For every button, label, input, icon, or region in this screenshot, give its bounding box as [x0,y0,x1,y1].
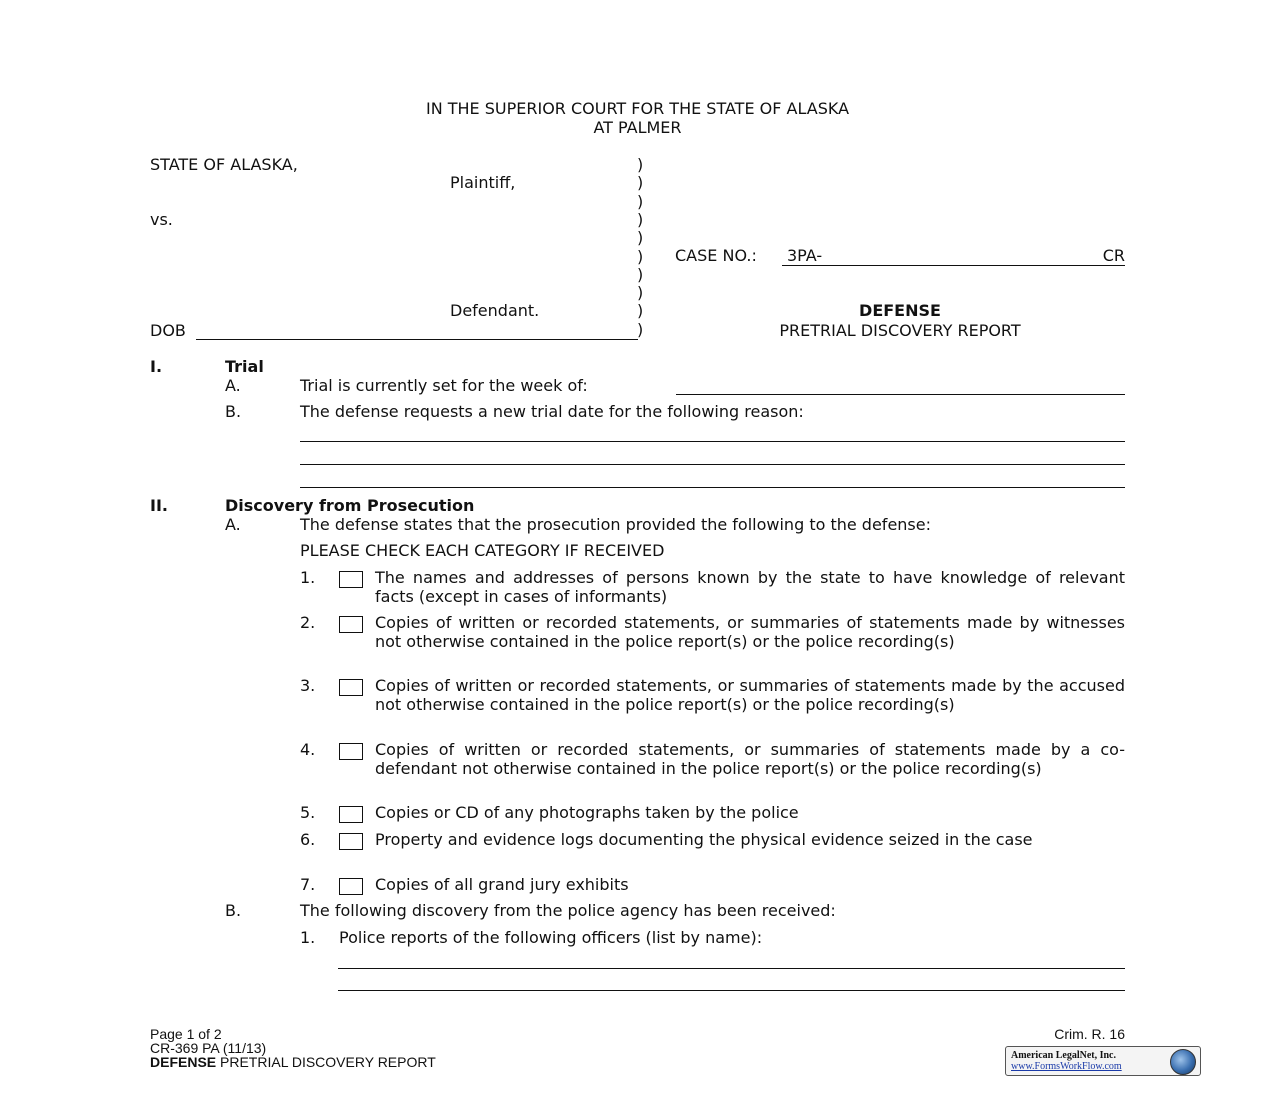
caption-paren: ) [637,191,644,211]
page-indicator: Page 1 of 2 [150,1026,222,1042]
plaintiff-name: STATE OF ALASKA, [150,155,298,174]
section-2-title: Discovery from Prosecution [225,496,475,515]
item-2-text [375,614,1125,651]
section-1b-label: B. [225,402,242,421]
check-instruction: PLEASE CHECK EACH CATEGORY IF RECEIVED [300,541,665,560]
caption-paren: ) [637,155,644,174]
officer-reports-label: Police reports of the following officers (list by name): [339,928,763,947]
section-2-number: II. [150,496,168,515]
item-5-label: Copies or CD of any photographs taken by the police [375,803,799,822]
item-7-checkbox[interactable] [339,878,363,895]
caption-paren: ) [637,264,644,284]
section-2a-text: The defense states that the prosecution provided the following to the defense: [300,515,931,534]
item-7-text [375,876,1125,895]
section-1-title: Trial [225,357,264,376]
court-title: IN THE SUPERIOR COURT FOR THE STATE OF ALASKA [425,99,850,118]
case-number-label: CASE NO.: [675,246,757,265]
item-5-checkbox[interactable] [339,806,363,823]
item-2-checkbox[interactable] [339,616,363,633]
item-3-number: 3. [300,676,316,695]
item-3-checkbox[interactable] [339,679,363,696]
case-number-prefix: 3PA- [787,246,823,265]
caption-paren: ) [637,319,644,339]
item-5-text [375,804,1125,823]
item-6-checkbox[interactable] [339,833,363,850]
item-3-text [375,677,1125,714]
logo-name: American LegalNet, Inc. [1011,1050,1116,1061]
section-1-number: I. [150,357,163,376]
dob-label: DOB [150,321,186,340]
section-2b-text: The following discovery from the police agency has been received: [300,901,836,920]
item-1-label: The names and addresses of persons known by the state to have knowledge of relevant facts (except in cases of informants) [375,568,1125,606]
footer-title-bold: DEFENSE [150,1054,217,1070]
officer-names-line-2[interactable] [338,990,1125,991]
caption-paren: ) [637,209,644,229]
document-title-bold: DEFENSE [859,301,941,320]
caption-paren: ) [637,283,644,303]
case-number-field[interactable] [782,248,1125,266]
item-2-label: Copies of written or recorded statements, or summaries of statements made by witnesses not otherwise contained in the police report(s) or the police recording(s) [375,613,1125,651]
section-2b-label: B. [225,901,242,920]
section-2a-label: A. [225,515,241,534]
footer-title-rest: PRETRIAL DISCOVERY REPORT [220,1054,436,1070]
item-1-text [375,569,1125,606]
section-1a-label: A. [225,376,241,395]
footer-title [150,1055,436,1069]
item-2-number: 2. [300,613,316,632]
caption-paren: ) [637,246,644,266]
section-2b1-number: 1. [300,928,316,947]
new-trial-reason-line-2[interactable] [300,464,1125,465]
item-3-label: Copies of written or recorded statements, or summaries of statements made by the accused not otherwise contained in the police report(s) or the police recording(s) [375,676,1125,714]
document-title: PRETRIAL DISCOVERY REPORT [779,321,1021,340]
item-4-checkbox[interactable] [339,743,363,760]
item-4-number: 4. [300,740,316,759]
item-7-label: Copies of all grand jury exhibits [375,875,629,894]
caption-paren: ) [637,301,644,321]
dob-line[interactable] [196,339,638,340]
item-6-text [375,831,1125,850]
rule-reference: Crim. R. 16 [1054,1026,1125,1042]
trial-date-label: Trial is currently set for the week of: [300,376,588,395]
item-7-number: 7. [300,875,316,894]
item-6-number: 6. [300,830,316,849]
form-id: CR-369 PA (11/13) [150,1040,267,1056]
versus-label: vs. [150,210,173,229]
court-location: AT PALMER [593,118,682,137]
item-1-checkbox[interactable] [339,571,363,588]
trial-date-field[interactable] [676,394,1125,395]
new-trial-reason-line-3[interactable] [300,487,1125,488]
caption-paren: ) [637,228,644,248]
item-1-number: 1. [300,568,316,587]
logo-url[interactable]: www.FormsWorkFlow.com [1011,1061,1122,1072]
american-legalnet-logo[interactable] [1005,1046,1201,1076]
plaintiff-label: Plaintiff, [450,173,516,192]
caption-paren: ) [637,173,644,193]
item-5-number: 5. [300,803,316,822]
new-trial-reason-line-1[interactable] [300,441,1125,442]
globe-icon [1170,1049,1196,1075]
item-6-label: Property and evidence logs documenting the physical evidence seized in the case [375,830,1033,849]
item-4-label: Copies of written or recorded statements, or summaries of statements made by a co-defendant not otherwise contained in the police report(s) or the police recording(s) [375,740,1125,778]
case-number-suffix: CR [1102,246,1125,265]
item-4-text [375,741,1125,778]
officer-names-line-1[interactable] [338,968,1125,969]
defendant-label: Defendant. [450,301,540,320]
new-trial-reason-label: The defense requests a new trial date for the following reason: [300,402,804,421]
